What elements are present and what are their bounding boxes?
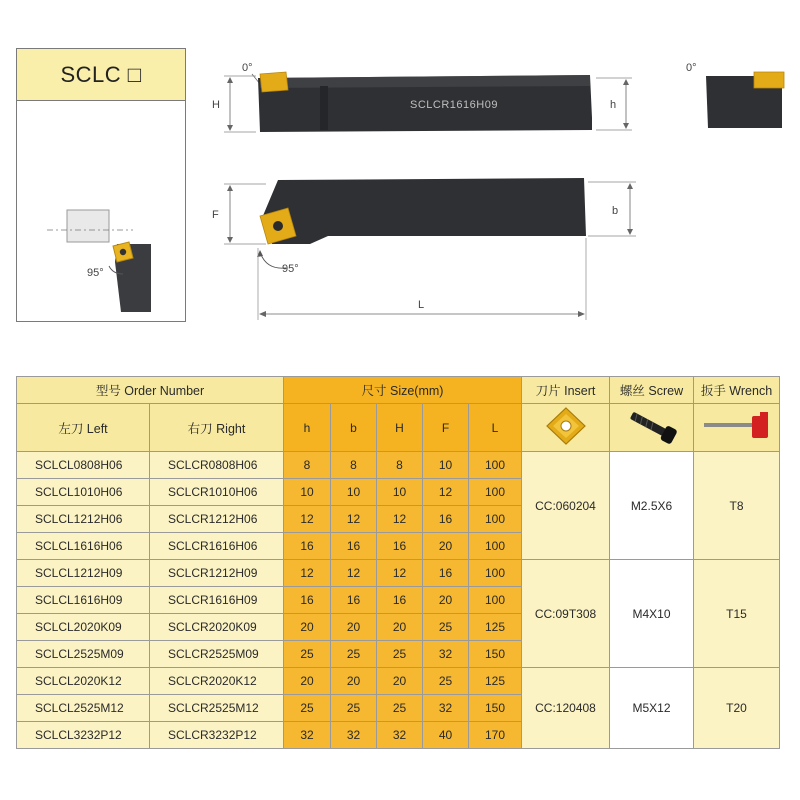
product-box	[16, 48, 186, 322]
cell-L: 150	[469, 641, 522, 668]
cell-h: 32	[284, 722, 331, 749]
cell-H: 20	[377, 614, 423, 641]
cell-b: 8	[331, 452, 377, 479]
dim-b-label: b	[612, 205, 619, 217]
table-row	[17, 560, 780, 587]
header-h: h	[284, 404, 331, 452]
cell-b: 20	[331, 614, 377, 641]
cell-h: 20	[284, 668, 331, 695]
cell-L: 100	[469, 506, 522, 533]
cell-screw: M5X12	[610, 668, 694, 749]
insert-icon-cell	[522, 404, 610, 452]
cell-b: 20	[331, 668, 377, 695]
cell-H: 8	[377, 452, 423, 479]
cell-F: 32	[423, 695, 469, 722]
cell-right: SCLCR0808H06	[150, 452, 284, 479]
cell-L: 100	[469, 560, 522, 587]
table-row	[17, 452, 780, 479]
wrench-icon-cell	[694, 404, 780, 452]
header-insert: 刀片 Insert	[522, 377, 610, 404]
cell-b: 12	[331, 506, 377, 533]
cell-wrench: T8	[694, 452, 780, 560]
torx-wrench-icon	[700, 406, 774, 446]
cell-h: 16	[284, 533, 331, 560]
cell-L: 125	[469, 668, 522, 695]
cell-L: 150	[469, 695, 522, 722]
cell-left: SCLCL2525M09	[17, 641, 150, 668]
cell-b: 25	[331, 695, 377, 722]
cell-right: SCLCR3232P12	[150, 722, 284, 749]
cell-left: SCLCL3232P12	[17, 722, 150, 749]
cell-right: SCLCR2020K09	[150, 614, 284, 641]
cell-L: 170	[469, 722, 522, 749]
cell-b: 32	[331, 722, 377, 749]
torx-screw-icon	[617, 406, 687, 446]
cell-b: 25	[331, 641, 377, 668]
dim-F-label: F	[212, 209, 219, 221]
spec-table	[16, 376, 780, 749]
cell-L: 100	[469, 533, 522, 560]
cell-wrench: T20	[694, 668, 780, 749]
cell-h: 25	[284, 641, 331, 668]
cell-right: SCLCR1212H09	[150, 560, 284, 587]
cell-L: 100	[469, 452, 522, 479]
cell-insert: CC:060204	[522, 452, 610, 560]
table-row	[17, 668, 780, 695]
cell-left: SCLCL1616H06	[17, 533, 150, 560]
technical-drawing	[200, 58, 800, 328]
header-b: b	[331, 404, 377, 452]
cell-F: 16	[423, 506, 469, 533]
header-L: L	[469, 404, 522, 452]
cell-h: 16	[284, 587, 331, 614]
screw-icon-cell	[610, 404, 694, 452]
header-H: H	[377, 404, 423, 452]
cell-left: SCLCL1212H06	[17, 506, 150, 533]
cell-screw: M4X10	[610, 560, 694, 668]
cell-H: 12	[377, 560, 423, 587]
mini-workpiece	[67, 210, 109, 242]
cell-F: 10	[423, 452, 469, 479]
header-wrench: 扳手 Wrench	[694, 377, 780, 404]
cell-h: 12	[284, 506, 331, 533]
mini-angle-label: 95°	[87, 267, 104, 279]
header-left: 左刀 Left	[17, 404, 150, 452]
cell-right: SCLCR1616H09	[150, 587, 284, 614]
cell-H: 16	[377, 587, 423, 614]
cell-H: 16	[377, 533, 423, 560]
cell-b: 16	[331, 533, 377, 560]
top-angle-right: 0°	[686, 62, 697, 74]
cell-insert: CC:09T308	[522, 560, 610, 668]
cell-L: 100	[469, 479, 522, 506]
cell-insert: CC:120408	[522, 668, 610, 749]
cell-right: SCLCR1616H06	[150, 533, 284, 560]
diamond-insert-icon	[544, 406, 588, 446]
cell-right: SCLCR2525M12	[150, 695, 284, 722]
dim-L-label: L	[418, 299, 425, 311]
header-size: 尺寸 Size(mm)	[284, 377, 522, 404]
mini-tool-drawing	[17, 102, 185, 322]
side-view-shank	[262, 178, 586, 244]
header-order-number: 型号 Order Number	[17, 377, 284, 404]
dim-H-label: H	[212, 99, 220, 111]
shank-marking: SCLCR1616H09	[410, 99, 498, 111]
cell-h: 20	[284, 614, 331, 641]
dim-h-label: h	[610, 99, 617, 111]
cell-F: 40	[423, 722, 469, 749]
header-right: 右刀 Right	[150, 404, 284, 452]
cell-right: SCLCR2020K12	[150, 668, 284, 695]
cell-b: 10	[331, 479, 377, 506]
header-row-1	[17, 377, 780, 404]
side-angle-label: 95°	[282, 263, 299, 275]
cell-L: 100	[469, 587, 522, 614]
cell-left: SCLCL2020K09	[17, 614, 150, 641]
cell-b: 16	[331, 587, 377, 614]
cell-h: 10	[284, 479, 331, 506]
cell-h: 25	[284, 695, 331, 722]
top-view-insert	[260, 72, 288, 92]
cell-b: 12	[331, 560, 377, 587]
cell-H: 25	[377, 695, 423, 722]
header-row-2	[17, 404, 780, 452]
cell-left: SCLCL1212H09	[17, 560, 150, 587]
cell-F: 20	[423, 533, 469, 560]
end-view-insert	[754, 72, 784, 88]
header-screw: 螺丝 Screw	[610, 377, 694, 404]
cell-F: 32	[423, 641, 469, 668]
cell-F: 25	[423, 614, 469, 641]
top-angle-left: 0°	[242, 62, 253, 74]
cell-left: SCLCL1010H06	[17, 479, 150, 506]
cell-F: 20	[423, 587, 469, 614]
cell-left: SCLCL2525M12	[17, 695, 150, 722]
cell-right: SCLCR2525M09	[150, 641, 284, 668]
header-F: F	[423, 404, 469, 452]
cell-H: 12	[377, 506, 423, 533]
product-title: SCLC □	[17, 49, 185, 101]
cell-H: 25	[377, 641, 423, 668]
cell-screw: M2.5X6	[610, 452, 694, 560]
cell-left: SCLCL0808H06	[17, 452, 150, 479]
cell-L: 125	[469, 614, 522, 641]
cell-h: 8	[284, 452, 331, 479]
cell-wrench: T15	[694, 560, 780, 668]
cell-H: 10	[377, 479, 423, 506]
cell-H: 32	[377, 722, 423, 749]
cell-F: 16	[423, 560, 469, 587]
cell-F: 12	[423, 479, 469, 506]
cell-right: SCLCR1212H06	[150, 506, 284, 533]
cell-left: SCLCL1616H09	[17, 587, 150, 614]
cell-left: SCLCL2020K12	[17, 668, 150, 695]
cell-F: 25	[423, 668, 469, 695]
cell-right: SCLCR1010H06	[150, 479, 284, 506]
cell-h: 12	[284, 560, 331, 587]
cell-H: 20	[377, 668, 423, 695]
